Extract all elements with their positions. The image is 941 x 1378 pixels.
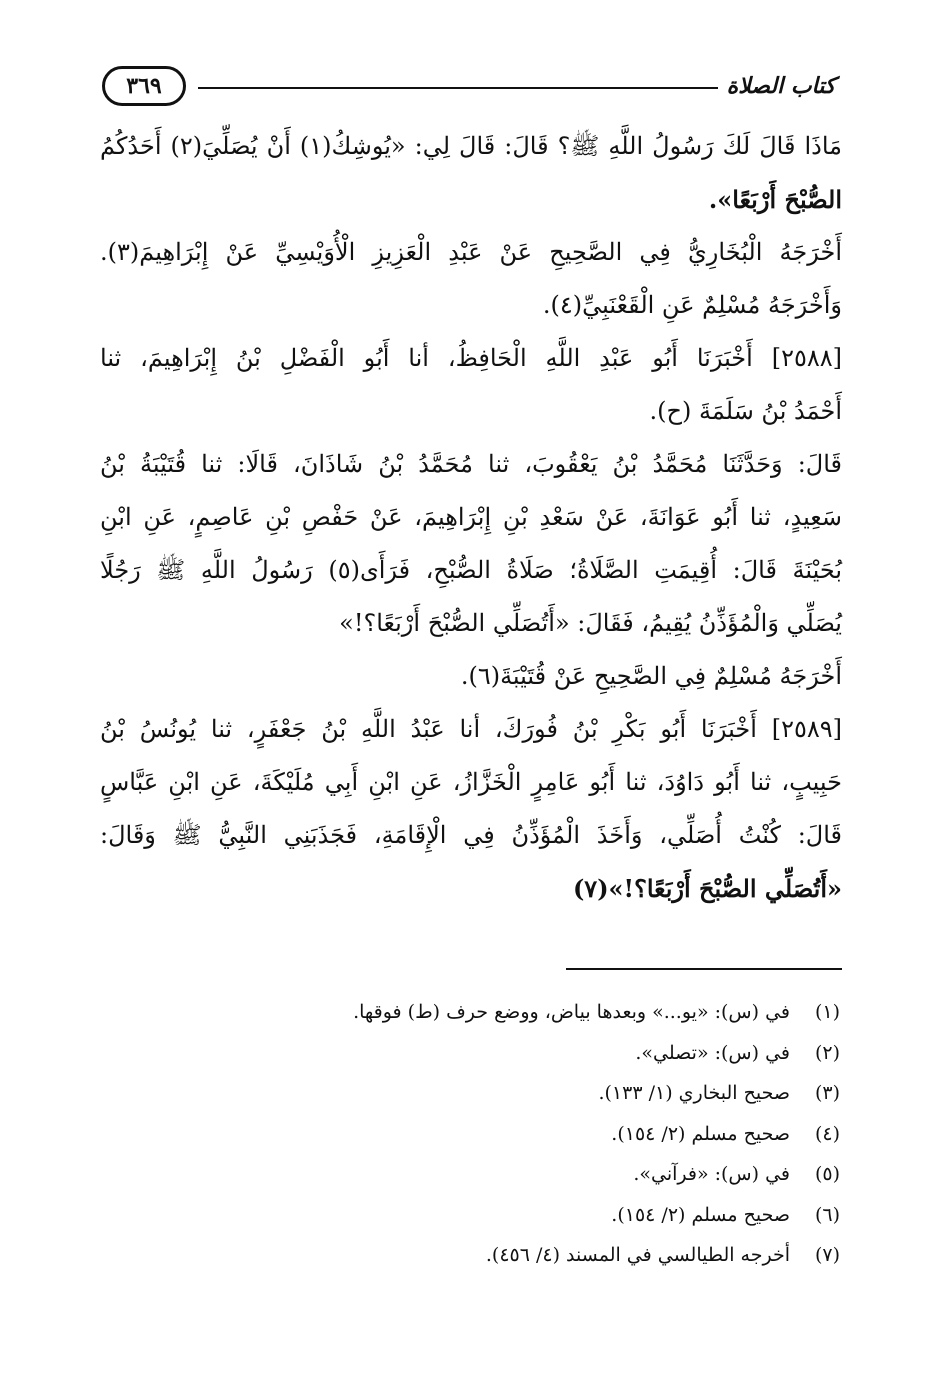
footnote xyxy=(300,1195,840,1236)
footnote-text: في (س): «يو...» وبعدها بياض، ووضع حرف (ط) فوقها. xyxy=(353,1001,790,1023)
text-line: يُصَلِّي وَالْمُؤَذِّنُ يُقِيمُ، فَقَالَ: «أَتُصَلِّي الصُّبْحَ أَرْبَعًا؟!» xyxy=(339,609,842,637)
footnote-text: في (س): «فرآني». xyxy=(633,1163,790,1185)
footnote xyxy=(300,1235,840,1276)
footnote-number: (٢) xyxy=(814,1041,840,1064)
footnote xyxy=(300,1033,840,1074)
text-line: أَحْمَدُ بْنُ سَلَمَةَ (ح). xyxy=(649,397,842,425)
text-line: الصُّبْحَ أَرْبَعًا». xyxy=(708,185,842,214)
footnote-text: أخرجه الطيالسي في المسند (٤/ ٤٥٦). xyxy=(485,1244,790,1266)
header-rule xyxy=(198,87,718,89)
footnote-text: صحيح مسلم (٢/ ١٥٤). xyxy=(611,1203,790,1226)
footnote-number: (٦) xyxy=(814,1203,840,1226)
footnote-number: (٧) xyxy=(814,1244,840,1266)
footnote-text: في (س): «تصلي». xyxy=(635,1041,790,1064)
page-number: ٣٦٩ xyxy=(102,66,186,106)
book-title-ornament: كتاب الصلاة xyxy=(726,73,836,99)
footnotes xyxy=(300,992,840,1276)
footnote-number: (١) xyxy=(814,1001,840,1023)
footnote-number: (٥) xyxy=(814,1163,840,1185)
footnote xyxy=(300,1073,840,1114)
text-line: أَخْرَجَهُ مُسْلِمٌ فِي الصَّحِيحِ عَنْ قُتَيْبَةَ(٦). xyxy=(460,662,842,690)
text-line: قَالَ: كُنْتُ أُصَلِّي، وَأَخَذَ الْمُؤَذِّنُ فِي الْإِقَامَةِ، فَجَذَبَنِي النَّبِيُّ ﷺ وَقَالَ: xyxy=(100,821,842,849)
footnote xyxy=(300,1114,840,1155)
text-line: [٢٥٨٨] أَخْبَرَنَا أَبُو عَبْدِ اللَّهِ الْحَافِظُ، أنا أَبُو الْفَضْلِ بْنُ إِبْرَاهِيمَ، ثنا xyxy=(100,344,842,372)
footnote-text: صحيح البخاري (١/ ١٣٣). xyxy=(598,1082,790,1104)
text-line: أَخْرَجَهُ الْبُخَارِيُّ فِي الصَّحِيحِ عَنْ عَبْدِ الْعَزِيزِ الْأُوَيْسِيِّ عَنْ إِبْرَاهِيمَ(٣). xyxy=(100,238,842,266)
page-header xyxy=(100,60,840,116)
text-line: مَاذَا قَالَ لَكَ رَسُولُ اللَّهِ ﷺ؟ قَالَ: قَالَ لِي: «يُوشِكُ(١) أَنْ يُصَلِّيَ(٢) أَحَدُكُمُ xyxy=(100,132,842,160)
footnote xyxy=(300,992,840,1033)
text-line: وَأَخْرَجَهُ مُسْلِمٌ عَنِ الْقَعْنَبِيِّ(٤). xyxy=(542,291,842,319)
text-line: سَعِيدٍ، ثنا أَبُو عَوَانَةَ، عَنْ سَعْدِ بْنِ إِبْرَاهِيمَ، عَنْ حَفْصِ بْنِ عَاصِمٍ، عَنِ ابْنِ xyxy=(100,503,842,531)
text-line: [٢٥٨٩] أَخْبَرَنَا أَبُو بَكْرِ بْنُ فُورَكَ، أنا عَبْدُ اللَّهِ بْنُ جَعْفَرٍ، ثنا يُونُسُ بْنُ xyxy=(100,715,842,743)
footnote-text: صحيح مسلم (٢/ ١٥٤). xyxy=(611,1122,790,1145)
text-line: «أَتُصَلِّي الصُّبْحَ أَرْبَعًا؟!»(٧) xyxy=(572,874,842,903)
text-line: بُحَيْنَةَ قَالَ: أُقِيمَتِ الصَّلَاةُ؛ صَلَاةُ الصُّبْحِ، فَرَأَى(٥) رَسُولُ اللَّهِ ﷺ رَجُلًا xyxy=(100,556,842,584)
footnote-number: (٣) xyxy=(814,1082,840,1104)
footnote-number: (٤) xyxy=(814,1122,840,1145)
main-text xyxy=(100,120,842,915)
text-line: قَالَ: وَحَدَّثَنَا مُحَمَّدُ بْنُ يَعْقُوبَ، ثنا مُحَمَّدُ بْنُ شَاذَانَ، قَالَا: ثنا قُتَيْبَةُ بْنُ xyxy=(100,450,842,478)
text-line: حَبِيبٍ، ثنا أَبُو دَاوُدَ، ثنا أَبُو عَامِرٍ الْخَزَّازُ، عَنِ ابْنِ أَبِي مُلَيْكَةَ، عَنِ ابْنِ عَبَّاسٍ xyxy=(100,768,842,796)
footnote xyxy=(300,1154,840,1195)
footnote-separator xyxy=(566,968,842,970)
